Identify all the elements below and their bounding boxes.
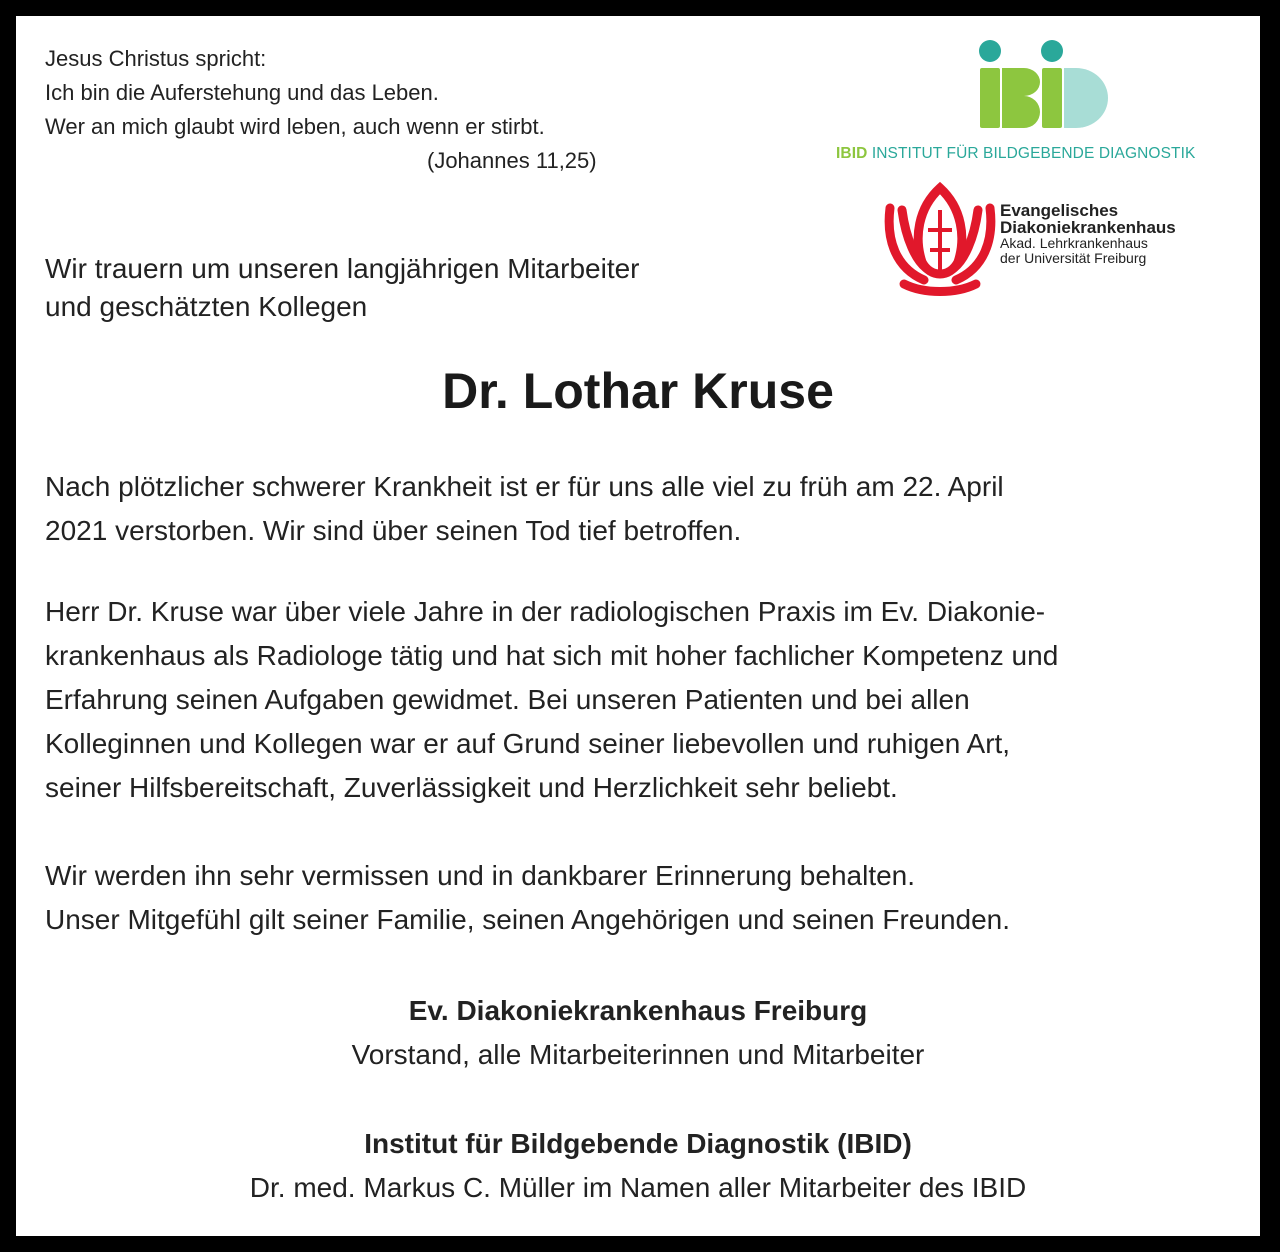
intro-line: und geschätzten Kollegen [45,291,368,322]
diakonie-logo-line: Diakoniekrankenhaus [1000,218,1176,237]
signature-sub: Vorstand, alle Mitarbeiterinnen und Mitarbeiter [351,1039,925,1070]
diakonie-logo-line: Evangelisches [1000,201,1119,220]
ibid-caption-text: INSTITUT FÜR BILDGEBENDE DIAGNOSTIK [871,145,1196,162]
signature-org: Institut für Bildgebende Diagnostik (IBID) [364,1128,912,1159]
signature-diakonie [16,989,1260,1077]
verse-line: Jesus Christus spricht: [45,46,267,71]
diakonie-logo-line: Akad. Lehrkrankenhaus [1000,235,1148,251]
diakonie-logo-line: der Universität Freiburg [1000,250,1147,266]
paragraph-death-notice [45,465,1245,553]
deceased-name: Dr. Lothar Kruse [442,363,834,419]
paragraph-line: Erfahrung seinen Aufgaben gewidmet. Bei unseren Patienten und bei allen [45,684,970,715]
intro-text [45,250,640,326]
ibid-caption [836,145,1248,163]
intro-line: Wir trauern um unseren langjährigen Mitarbeiter [45,253,640,284]
ibid-logo-mark [836,38,1248,143]
paragraph-line: 2021 verstorben. Wir sind über seinen Tod tief betroffen. [45,515,742,546]
paragraph-career [45,590,1245,810]
lotus-cross-icon [880,180,1000,298]
diakonie-logo [880,180,1240,300]
signature-ibid [16,1122,1260,1210]
paragraph-condolence [45,854,1245,942]
signature-org: Ev. Diakoniekrankenhaus Freiburg [408,995,868,1026]
paragraph-line: Unser Mitgefühl gilt seiner Familie, seinen Angehörigen und seinen Freunden. [45,904,1011,935]
signature-sub: Dr. med. Markus C. Müller im Namen aller Mitarbeiter des IBID [249,1172,1027,1203]
verse-line: Ich bin die Auferstehung und das Leben. [45,80,439,105]
ibid-caption-abbr: IBID [836,145,868,162]
paragraph-line: krankenhaus als Radiologe tätig und hat sich mit hoher fachlicher Kompetenz und [45,640,1059,671]
diakonie-logo-text [1000,202,1176,266]
bible-verse [45,42,597,173]
paragraph-line: Wir werden ihn sehr vermissen und in dankbarer Erinnerung behalten. [45,860,916,891]
verse-reference: (Johannes 11,25) [427,148,597,173]
verse-line: Wer an mich glaubt wird leben, auch wenn er stirbt. [45,114,545,139]
obituary-notice [16,16,1260,1236]
paragraph-line: Nach plötzlicher schwerer Krankheit ist er für uns alle viel zu früh am 22. April [45,471,1004,502]
paragraph-line: Kolleginnen und Kollegen war er auf Grund seiner liebevollen und ruhigen Art, [45,728,1011,759]
ibid-logo [836,38,1248,168]
paragraph-line: Herr Dr. Kruse war über viele Jahre in der radiologischen Praxis im Ev. Diakonie- [45,596,1046,627]
paragraph-line: seiner Hilfsbereitschaft, Zuverlässigkeit und Herzlichkeit sehr beliebt. [45,772,898,803]
